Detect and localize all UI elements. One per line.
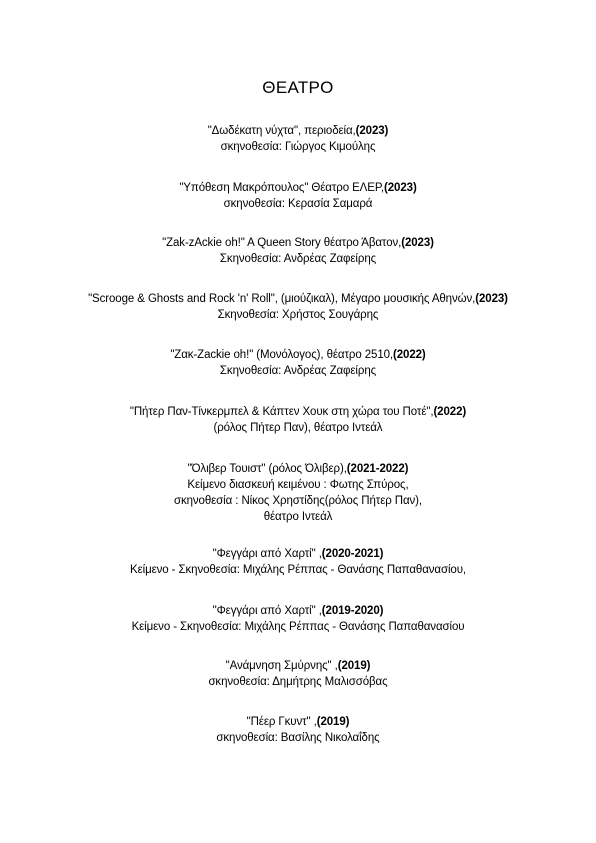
entry-title: "Δωδέκατη νύχτα", περιοδεία,	[207, 125, 356, 137]
theatre-entry	[0, 658, 596, 690]
entry-title-line	[0, 291, 596, 307]
entry-detail: σκηνοθεσία: Δημήτρης Μαλισσόβας	[208, 676, 388, 688]
entry-title: "Ζακ-Zackie oh!" (Μονόλογος), θέατρο 2510,	[170, 349, 394, 361]
entry-detail: σκηνοθεσία: Βασίλης Νικολαΐδης	[216, 732, 380, 744]
entry-year: (2022)	[433, 406, 467, 418]
theatre-entry	[0, 180, 596, 212]
entry-title: "Πήτερ Παν-Τίνκερμπελ & Κάπτεν Χουκ στη χώρα του Ποτέ",	[129, 406, 434, 418]
entry-title: "Φεγγάρι από Χαρτί" ,	[212, 548, 322, 560]
entry-year: (2019-2020)	[321, 605, 384, 617]
entry-year: (2019)	[316, 716, 350, 728]
page-title: ΘΕΑΤΡΟ	[262, 78, 334, 97]
entry-detail: Κείμενο διασκευή κειμένου : Φωτης Σπύρος,	[187, 479, 409, 491]
entry-detail: σκηνοθεσία: Γιώργος Κιμούλης	[220, 141, 376, 153]
entry-year: (2021-2022)	[346, 463, 409, 475]
entry-title-line	[0, 235, 596, 251]
entry-detail: (ρόλος Πήτερ Παν), θέατρο Ιντεάλ	[213, 422, 383, 434]
entry-detail: σκηνοθεσία : Νίκος Χρηστίδης(ρόλος Πήτερ Παν),	[173, 495, 423, 507]
entry-detail: Σκηνοθεσία: Χρήστος Σουγάρης	[217, 309, 379, 321]
entry-title: "Όλιβερ Τουιστ" (ρόλος Όλιβερ),	[187, 463, 347, 475]
entry-title: "Zak-zAckie oh!" A Queen Story θέατρο Άβατον,	[162, 237, 402, 249]
entry-year: (2023)	[475, 293, 508, 305]
entry-year: (2023)	[355, 125, 389, 137]
theatre-entry	[0, 603, 596, 635]
entry-title-line	[0, 461, 596, 477]
theatre-entry	[0, 714, 596, 746]
entry-year: (2023)	[401, 237, 434, 249]
entry-year: (2023)	[384, 182, 417, 194]
entry-title-line	[0, 603, 596, 619]
entry-title-line	[0, 404, 596, 420]
entry-title: "Scrooge & Ghosts and Rock 'n' Roll", (μιούζικαλ), Μέγαρο μουσικής Αθηνών,	[88, 293, 476, 305]
entry-title-line	[0, 123, 596, 139]
entry-detail: Κείμενο - Σκηνοθεσία: Μιχάλης Ρέππας - Θανάσης Παπαθανασίου	[131, 621, 465, 633]
entry-detail: σκηνοθεσία: Κερασία Σαμαρά	[223, 198, 373, 210]
entry-title-line	[0, 546, 596, 562]
entry-title: "Ανάμνηση Σμύρνης" ,	[225, 660, 338, 672]
entry-year: (2019)	[337, 660, 371, 672]
entry-title-line	[0, 180, 596, 196]
entry-title: "Φεγγάρι από Χαρτί" ,	[212, 605, 322, 617]
entry-title: "Πέερ Γκυντ" ,	[246, 716, 317, 728]
theatre-entry	[0, 404, 596, 436]
entry-title: "Υπόθεση Μακρόπουλος" Θέατρο ΕΛΕΡ,	[179, 182, 385, 194]
theatre-entry	[0, 123, 596, 155]
theatre-entry	[0, 291, 596, 323]
entry-title-line	[0, 658, 596, 674]
entry-title-line	[0, 347, 596, 363]
entry-detail: Σκηνοθεσία: Ανδρέας Ζαφείρης	[219, 253, 377, 265]
entry-detail: Κείμενο - Σκηνοθεσία: Μιχάλης Ρέππας - Θανάσης Παπαθανασίου,	[130, 564, 466, 576]
theatre-entry	[0, 235, 596, 267]
theatre-entry	[0, 546, 596, 578]
entry-detail: Σκηνοθεσία: Ανδρέας Ζαφείρης	[219, 365, 377, 377]
entry-title-line	[0, 714, 596, 730]
entry-year: (2020-2021)	[321, 548, 384, 560]
entry-year: (2022)	[393, 349, 426, 361]
theatre-entry	[0, 347, 596, 379]
theatre-entry	[0, 461, 596, 525]
entry-detail: θέατρο Ιντεάλ	[263, 511, 333, 523]
